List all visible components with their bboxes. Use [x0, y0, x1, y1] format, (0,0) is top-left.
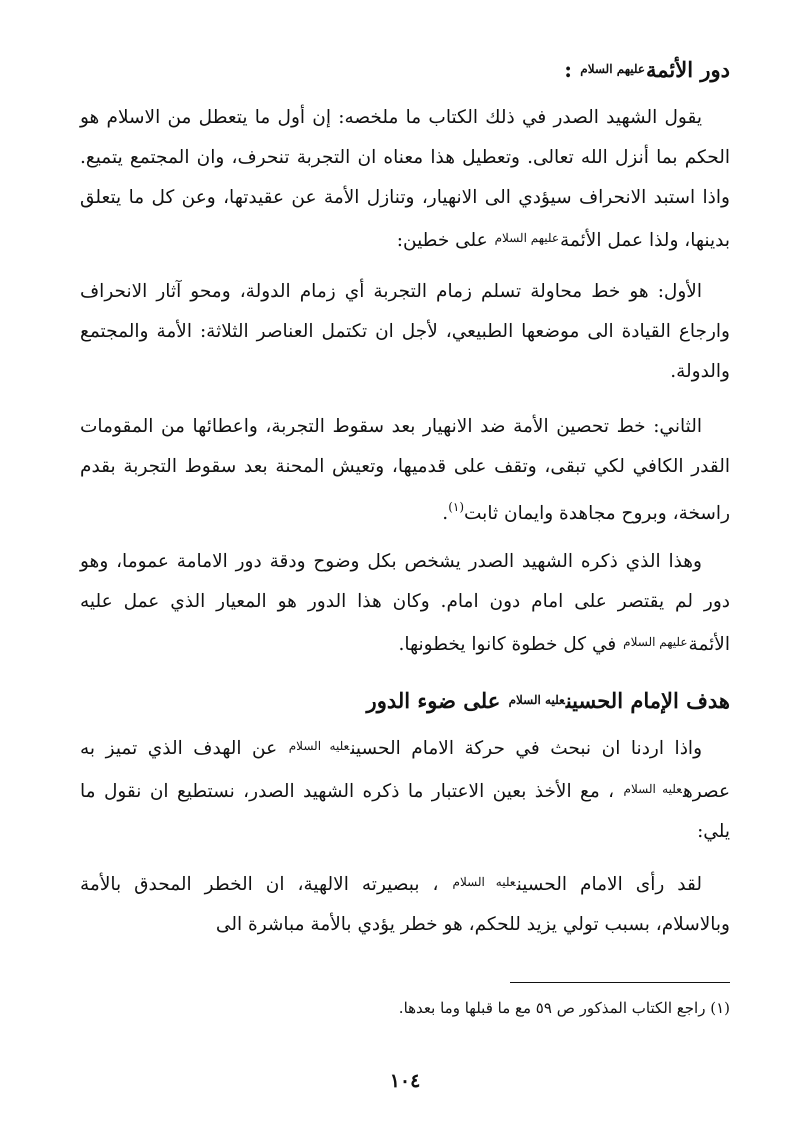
paragraph-sadr-summary [80, 98, 730, 261]
book-page [80, 0, 730, 1130]
paragraph-text: وهذا الذي ذكره الشهيد الصدر يشخص بكل وضوح ودقة دور الامامة عموما، وهو دور لم يقتصر على امام دون امام. وكان هذا الدور هو المعيار الذي عمل عليه الأئمة [80, 551, 730, 655]
honorific-mark: عليه السلام [452, 875, 516, 889]
honorific-mark: عليهم السلام [623, 635, 688, 649]
paragraph-end-dot: . [442, 503, 449, 524]
paragraph-text-end: ، ببصيرته الالهية، ان الخطر المحدق بالأمة وبالاسلام، بسبب تولي يزيد للحكم، هو خطر يؤدي بالأمة مباشرة الى [80, 874, 730, 935]
section-heading-imams-role [80, 55, 730, 84]
heading-text: دور الأئمة [646, 57, 730, 82]
paragraph-text: واذا اردنا ان نبحث في حركة الامام الحسين [350, 738, 703, 759]
paragraph-hussein-movement [80, 726, 730, 852]
paragraph-imamate-role [80, 542, 730, 665]
paragraph-text-middle: عن الهدف الذي تميز به عصره [80, 738, 731, 802]
honorific-mark: عليهم السلام [580, 62, 645, 76]
paragraph-text: الثاني: خط تحصين الأمة ضد الانهيار بعد سقوط التجربة، واعطائها من المقومات القدر الكافي لكي تبقى، وتقف على قدميها، وتعيش المحنة بعد سقوط التجربة بقدم راسخة، وبروح مجاهدة وايمان ثابت [80, 416, 730, 524]
footnote-divider [510, 982, 730, 983]
heading-colon: : [564, 57, 572, 82]
paragraph-first-line: الأول: هو خط محاولة تسلم زمام التجربة أي زمام الدولة، ومحو آثار الانحراف وارجاع القيادة الى موضعها الطبيعي، لأجل ان تكتمل العناصر الثلاثة: الأمة والمجتمع والدولة. [80, 281, 730, 382]
footnote: (١) راجع الكتاب المذكور ص ٥٩ مع ما قبلها وما بعدها. [398, 999, 730, 1017]
section-heading-hussein-goal [80, 686, 730, 715]
paragraph-second-line [80, 407, 730, 534]
paragraph-text-end: ، مع الأخذ بعين الاعتبار ما ذكره الشهيد الصدر، نستطيع ان نقول ما يلي: [80, 781, 730, 842]
honorific-mark: عليه السلام [288, 739, 350, 753]
paragraph-hussein-insight [80, 862, 730, 945]
paragraph-text-end: على خطين: [396, 230, 488, 251]
paragraph-text: يقول الشهيد الصدر في ذلك الكتاب ما ملخصه: إن أول ما يتعطل من الاسلام هو الحكم بما أنزل الله تعالى. وتعطيل هذا معناه ان التجربة تنحرف، وان المجتمع يتميع. واذا استبد الانحراف سيؤدي الى الانهيار، وتنازل الأمة عن عقيدتها، وعن كل ما يتعلق بدينها، ولذا عمل الأئمة [80, 107, 730, 251]
footnote-reference: (١) [448, 500, 465, 514]
honorific-mark: عليه السلام [508, 693, 565, 707]
page-number: ١٠٤ [389, 1070, 421, 1092]
heading-text-end: على ضوء الدور [366, 688, 501, 713]
heading-text: هدف الإمام الحسين [565, 688, 730, 713]
paragraph-text-end: في كل خطوة كانوا يخطونها. [398, 634, 617, 655]
paragraph-text: لقد رأى الامام الحسين [516, 874, 703, 895]
honorific-mark: عليه السلام [623, 782, 682, 796]
honorific-mark: عليهم السلام [494, 231, 559, 245]
